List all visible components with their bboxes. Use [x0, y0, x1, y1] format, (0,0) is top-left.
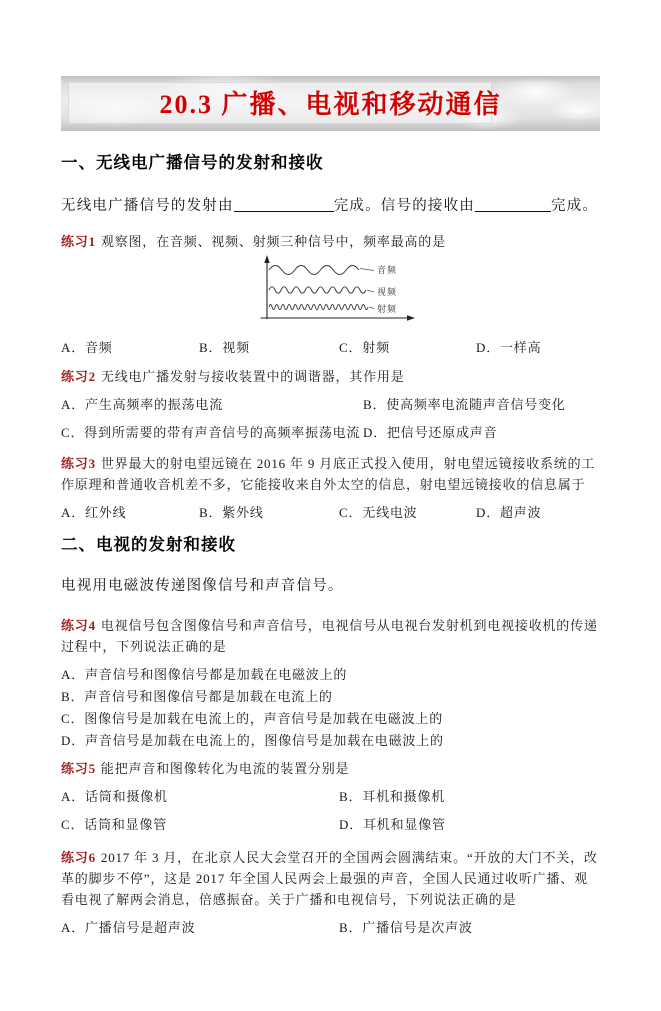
exercise-1-text: 观察图，在音频、视频、射频三种信号中，频率最高的是: [100, 234, 446, 249]
exercise-2-text: 无线电广播发射与接收装置中的调谐器，其作用是: [100, 369, 405, 384]
fill-text-2: 完成。信号的接收由: [333, 198, 476, 214]
fill-text-3: 完成。: [551, 198, 599, 214]
exercise-5-options-row2: [61, 814, 600, 835]
x-axis-arrow-icon: [407, 315, 415, 320]
section2-body: 电视用电磁波传递图像信号和声音信号。: [61, 578, 344, 594]
option-b: B．视频: [199, 340, 250, 355]
option-b: B．紫外线: [199, 505, 264, 520]
exercise-4-question: [61, 615, 600, 657]
exercise-4-text: 电视信号包含图像信号和声音信号，电视信号从电视台发射机到电视接收机的传递过程中，下列说法正确的是: [61, 618, 598, 654]
option-a: A．产生高频率的振荡电流: [61, 397, 223, 412]
fill-in-sentence: [61, 195, 600, 217]
option-d: D．耳机和显像管: [339, 817, 446, 832]
waveform-svg: [244, 255, 420, 331]
exercise-5-label: 练习5: [61, 761, 96, 776]
wave-0: [269, 266, 359, 275]
title-banner: [61, 76, 600, 131]
exercise-6-label: 练习6: [61, 850, 96, 865]
wave-1: [269, 287, 366, 293]
option-d: D．一样高: [476, 340, 542, 355]
exercise-2-question: [61, 366, 600, 387]
y-axis-arrow-icon: [264, 255, 269, 263]
exercise-2-options-row1: [61, 394, 600, 415]
exercise-2-options-row2: [61, 422, 600, 443]
leader-line-video: [367, 290, 374, 292]
page-title: 20.3 广播、电视和移动通信: [159, 89, 502, 119]
exercise-2-label: 练习2: [61, 369, 96, 384]
option-a: A．话筒和摄像机: [61, 789, 168, 804]
leader-line-audio: [360, 269, 374, 271]
exercise-3-question: [61, 453, 600, 495]
exercise-4: [61, 615, 600, 751]
answer-blank-2: [475, 197, 551, 212]
option-a: A．音频: [61, 340, 113, 355]
wave-label-audio: 音频: [377, 265, 398, 275]
exercise-1-question: [61, 231, 600, 252]
exercise-1: [61, 231, 600, 358]
option-c: C．射频: [339, 340, 390, 355]
signal-frequency-figure: [244, 255, 420, 331]
wave-2: [269, 304, 368, 309]
option-d: D．超声波: [476, 505, 542, 520]
option-a: A．红外线: [61, 505, 127, 520]
exercise-1-options: [61, 337, 600, 358]
option-a: A．广播信号是超声波: [61, 920, 196, 935]
leader-line-rf: [369, 307, 374, 309]
exercise-5: [61, 758, 600, 835]
exercise-5-options-row1: [61, 786, 600, 807]
option-c: C．图像信号是加载在电流上的，声音信号是加载在电磁波上的: [61, 711, 444, 726]
worksheet-page: [61, 76, 600, 938]
exercise-3: [61, 453, 600, 523]
option-c: C．话筒和显像管: [61, 817, 168, 832]
exercise-2: [61, 366, 600, 443]
option-d: D．声音信号是加载在电流上的，图像信号是加载在电磁波上的: [61, 733, 444, 748]
answer-blank-1: [234, 197, 334, 212]
option-b: B．耳机和摄像机: [339, 789, 446, 804]
exercise-4-label: 练习4: [61, 618, 96, 633]
exercise-5-text: 能把声音和图像转化为电流的装置分别是: [100, 761, 350, 776]
option-a: A．声音信号和图像信号都是加载在电磁波上的: [61, 667, 348, 682]
exercise-5-question: [61, 758, 600, 779]
option-c: C．无线电波: [339, 505, 418, 520]
exercise-3-text: 世界最大的射电望远镜在 2016 年 9 月底正式投入使用，射电望远镜接收系统的工作原理和普通收音机差不多，它能接收来自外太空的信息，射电望远镜接收的信息属于: [61, 456, 596, 492]
option-d: D．把信号还原成声音: [363, 425, 498, 440]
wave-label-video: 视频: [377, 287, 398, 297]
section1-heading: 一、无线电广播信号的发射和接收: [61, 154, 324, 172]
option-c: C．得到所需要的带有声音信号的高频率振荡电流: [61, 425, 361, 440]
option-b: B．使高频率电流随声音信号变化: [363, 397, 566, 412]
exercise-6: [61, 847, 600, 938]
waves-group: [269, 266, 368, 310]
option-b: B．广播信号是次声波: [339, 920, 473, 935]
exercise-6-text: 2017 年 3 月，在北京人民大会堂召开的全国两会圆满结束。“开放的大门不关，改革的脚步不停”，这是 2017 年全国人民两会上最强的声音，全国人民通过收听广播、观看电视了解两会消息，倍感振奋。关于广播和电视信号，下列说法正确的是: [61, 850, 598, 907]
section2-heading: 二、电视的发射和接收: [61, 536, 236, 554]
exercise-1-label: 练习1: [61, 234, 96, 249]
fill-text-1: 无线电广播信号的发射由: [61, 198, 234, 214]
exercise-3-options: [61, 502, 600, 523]
option-b: B．声音信号和图像信号都是加载在电流上的: [61, 689, 333, 704]
exercise-3-label: 练习3: [61, 456, 96, 471]
wave-label-rf: 射频: [377, 304, 398, 314]
exercise-6-question: [61, 847, 600, 910]
